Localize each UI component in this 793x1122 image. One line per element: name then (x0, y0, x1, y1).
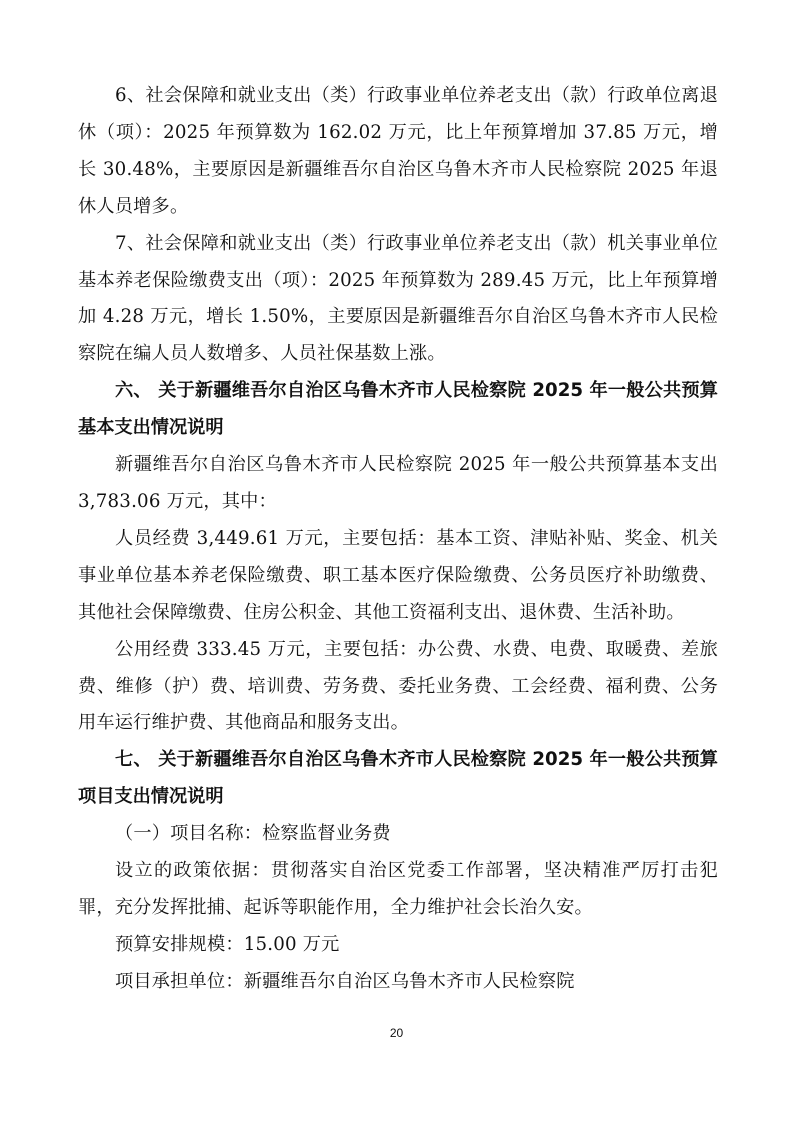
para-policy-basis: 设立的政策依据：贯彻落实自治区党委工作部署，坚决精准严厉打击犯罪，充分发挥批捕、起诉等职能作用，全力维护社会长治久安。 (78, 860, 718, 918)
para-project-name: （一）项目名称：检察监督业务费 (115, 823, 391, 845)
para-public-expenses: 公用经费 333.45 万元，主要包括：办公费、水费、电费、取暖费、差旅费、维修（护）费、培训费、劳务费、委托业务费、工会经费、福利费、公务用车运行维护费、其他商品和服务支出。 (78, 638, 718, 734)
para-personnel-expenses: 人员经费 3,449.61 万元，主要包括：基本工资、津贴补贴、奖金、机关事业单位基本养老保险缴费、职工基本医疗保险缴费、公务员医疗补助缴费、其他社会保障缴费、住房公积金、其他工资福利支出、退休费、生活补助。 (78, 527, 718, 623)
document-body (78, 78, 718, 1001)
para-budget-scale: 预算安排规模：15.00 万元 (115, 933, 340, 955)
section-heading-7: 七、 关于新疆维吾尔自治区乌鲁木齐市人民检察院 2025 年一般公共预算项目支出情况说明 (78, 749, 718, 808)
para-item-6: 6、社会保障和就业支出（类）行政事业单位养老支出（款）行政单位离退休（项）：2025 年预算数为 162.02 万元，比上年预算增加 37.85 万元，增长 30.48%，主要原因是新疆维吾尔自治区乌鲁木齐市人民检察院 2025 年退休人员增多。 (78, 85, 718, 217)
page-number: 20 (389, 1026, 404, 1040)
para-basic-expenditure-total: 新疆维吾尔自治区乌鲁木齐市人民检察院 2025 年一般公共预算基本支出 3,783.06 万元，其中： (78, 454, 718, 512)
para-undertaking-unit: 项目承担单位：新疆维吾尔自治区乌鲁木齐市人民检察院 (115, 970, 575, 992)
para-item-7: 7、社会保障和就业支出（类）行政事业单位养老支出（款）机关事业单位基本养老保险缴费支出（项）：2025 年预算数为 289.45 万元，比上年预算增加 4.28 万元，增长 1.50%，主要原因是新疆维吾尔自治区乌鲁木齐市人民检察院在编人员人数增多、人员社保基数上涨。 (78, 232, 718, 365)
section-heading-6: 六、 关于新疆维吾尔自治区乌鲁木齐市人民检察院 2025 年一般公共预算基本支出情况说明 (78, 380, 718, 439)
